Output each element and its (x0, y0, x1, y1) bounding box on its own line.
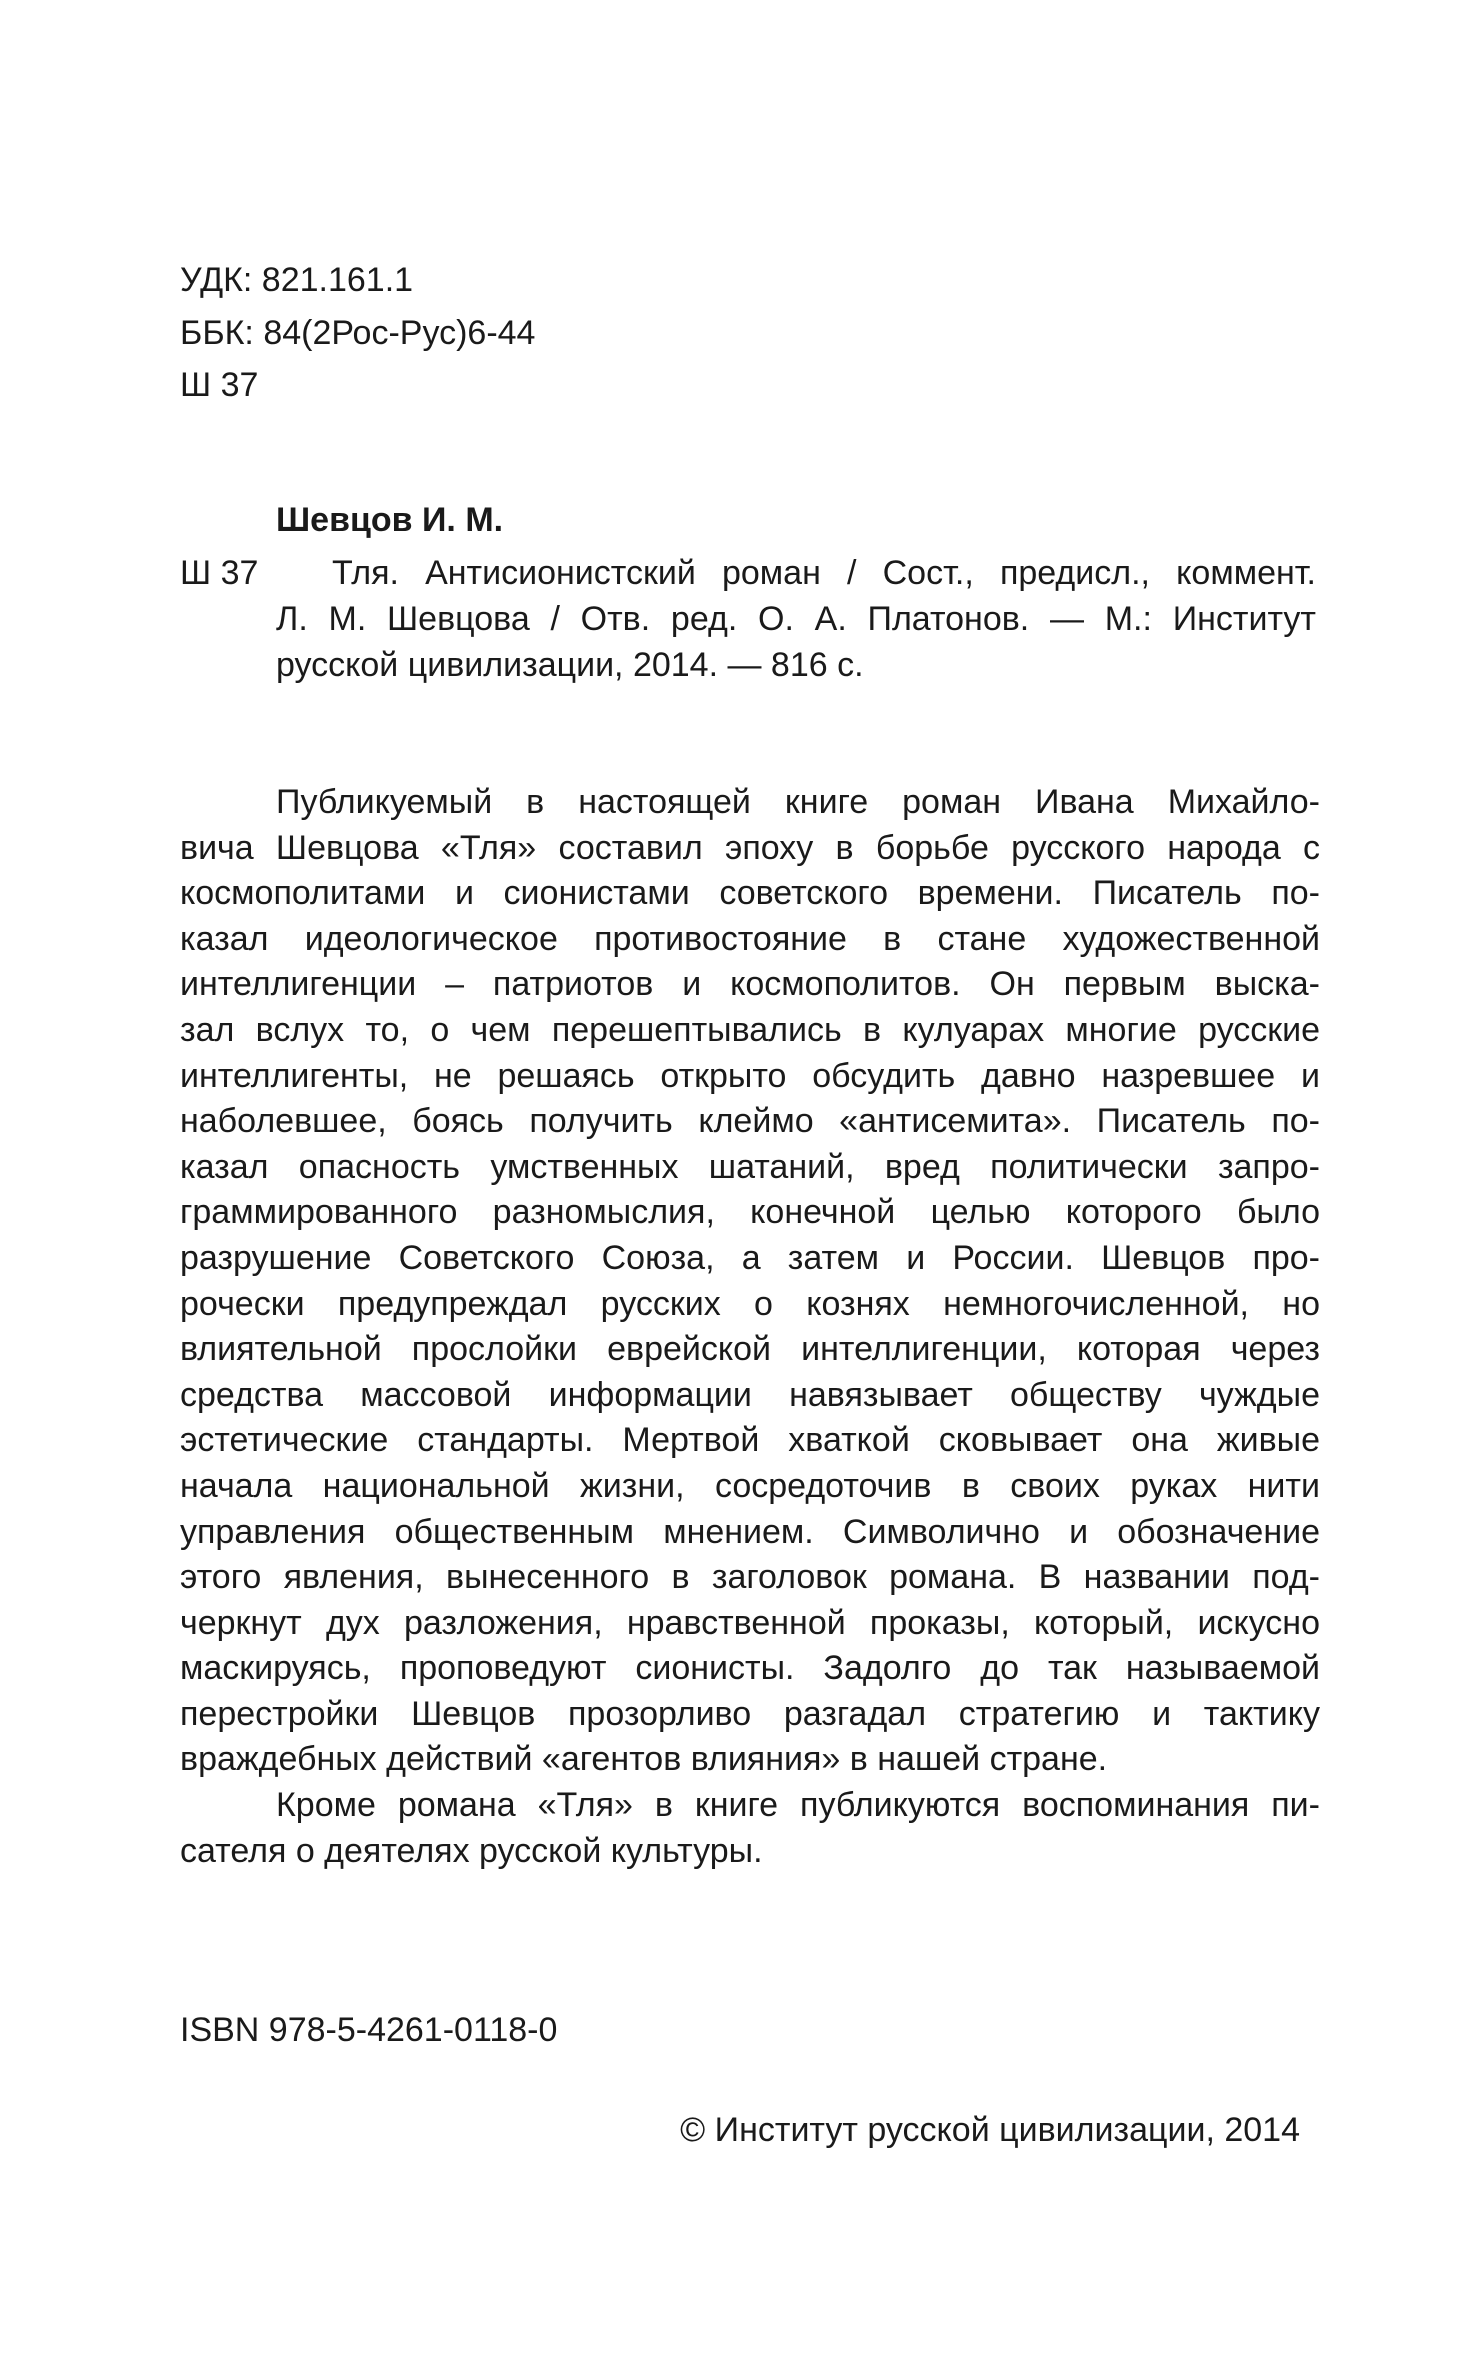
annotation-line: Публикуемый в настоящей книге роман Ивана Михайло- (276, 783, 1320, 821)
entry-author: Шевцов И. М. (276, 501, 504, 539)
annotation-line: Кроме романа «Тля» в книге публикуются воспоминания пи- (276, 1786, 1320, 1825)
entry-author-mark: Ш 37 (180, 554, 259, 592)
udk-code: УДК: 821.161.1 (180, 261, 414, 299)
annotation-line: этого явления, вынесенного в заголовок романа. В названии под- (180, 1558, 1320, 1597)
isbn: ISBN 978-5-4261-0118-0 (180, 2011, 558, 2049)
annotation-line: зал вслух то, о чем перешептывались в кулуарах многие русские (180, 1010, 1320, 1049)
annotation-line: граммированного разномыслия, конечной целью которого было (180, 1193, 1320, 1232)
annotation-line: интеллигенции – патриотов и космополитов. Он первым выска- (180, 965, 1320, 1004)
annotation-line: казал идеологическое противостояние в стане художественной (180, 919, 1320, 958)
entry-description (276, 550, 1316, 688)
entry-line: Тля. Антисионистский роман / Сост., предисл., коммент. (332, 554, 1316, 592)
annotation-line: маскируясь, проповедуют сионисты. Задолго до так называемой (180, 1649, 1320, 1688)
annotation-line: сателя о деятелях русской культуры. (180, 1831, 763, 1870)
entry-line: русской цивилизации, 2014. — 816 с. (276, 646, 864, 684)
copyright: © Институт русской цивилизации, 2014 (680, 2111, 1300, 2149)
annotation (180, 780, 1320, 1874)
entry-line: Л. М. Шевцова / Отв. ред. О. А. Платонов. — М.: Институт (276, 600, 1316, 638)
annotation-line: вича Шевцова «Тля» составил эпоху в борьбе русского народа с (180, 828, 1320, 867)
annotation-line: черкнут дух разложения, нравственной проказы, который, искусно (180, 1603, 1320, 1642)
annotation-line: влиятельной прослойки еврейской интеллигенции, которая через (180, 1330, 1320, 1369)
annotation-line: эстетические стандарты. Мертвой хваткой сковывает она живые (180, 1421, 1320, 1460)
annotation-line: рочески предупреждал русских о кознях немногочисленной, но (180, 1284, 1320, 1323)
annotation-line: перестройки Шевцов прозорливо разгадал стратегию и тактику (180, 1694, 1320, 1733)
bbk-code: ББК: 84(2Рос-Рус)6-44 (180, 314, 536, 352)
annotation-line: враждебных действий «агентов влияния» в нашей стране. (180, 1740, 1108, 1779)
annotation-line: средства массовой информации навязывает обществу чуждые (180, 1375, 1320, 1414)
annotation-line: управления общественным мнением. Символично и обозначение (180, 1512, 1320, 1551)
annotation-line: разрушение Советского Союза, а затем и России. Шевцов про- (180, 1238, 1320, 1277)
annotation-line: казал опасность умственных шатаний, вред политически запро- (180, 1147, 1320, 1186)
annotation-line: интеллигенты, не решаясь открыто обсудить давно назревшее и (180, 1056, 1320, 1095)
annotation-line: наболевшее, боясь получить клеймо «антисемита». Писатель по- (180, 1102, 1320, 1141)
annotation-line: космополитами и сионистами советского времени. Писатель по- (180, 874, 1320, 913)
author-mark: Ш 37 (180, 366, 259, 404)
annotation-line: начала национальной жизни, сосредоточив в своих руках нити (180, 1466, 1320, 1505)
